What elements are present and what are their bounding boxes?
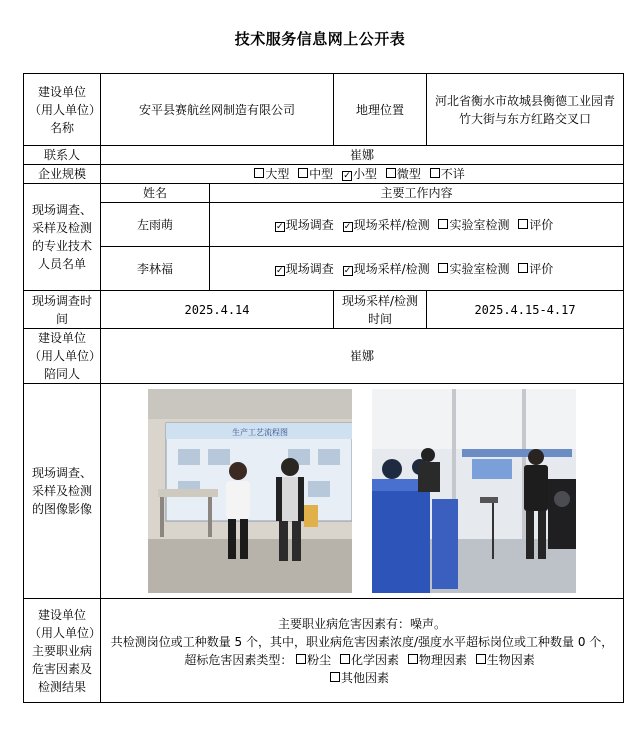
- site-photo-2: [372, 389, 576, 593]
- scale-option: 不详: [430, 165, 465, 183]
- scale-option: 中型: [298, 165, 333, 183]
- checkbox-checked-icon: ✓: [275, 265, 284, 276]
- checkbox-checked-icon: ✓: [343, 171, 351, 181]
- row-times: [24, 291, 624, 329]
- hazard-content: [101, 599, 624, 703]
- location-value: 河北省衡水市故城县衡德工业园青竹大街与东方红路交叉口: [427, 74, 624, 146]
- hazard-line-3: 超标危害因素类型： 粉尘 化学因素 物理因素 生物因素: [184, 652, 535, 667]
- site-photo-1: [148, 389, 352, 593]
- escort-label: 建设单位（用人单位）陪同人: [24, 329, 101, 384]
- checkbox-icon: [430, 168, 440, 178]
- checkbox-icon: [296, 654, 306, 664]
- checkbox-icon: [340, 654, 350, 664]
- staff-name: 李林福: [101, 247, 210, 291]
- staff-tasks: ✓ 现场调查 ✓ 现场采样/检测 实验室检测 评价: [210, 203, 624, 247]
- hazard-line-2: 共检测岗位或工种数量 5 个，其中，职业病危害因素浓度/强度水平超标岗位或工种数量 0 个，: [110, 634, 614, 649]
- hazard-label: 建设单位（用人单位）主要职业病危害因素及检测结果: [24, 599, 101, 703]
- name-header: 姓名: [101, 184, 210, 203]
- checkbox-checked-icon: ✓: [343, 265, 352, 276]
- checkbox-icon: [476, 654, 486, 664]
- location-label: 地理位置: [334, 74, 427, 146]
- row-staff-2: [24, 247, 624, 291]
- survey-time-value: 2025.4.14: [101, 291, 334, 329]
- page-title: 技术服务信息网上公开表: [234, 30, 406, 48]
- staff-name: 左雨萌: [101, 203, 210, 247]
- unit-name: 安平县赛航丝网制造有限公司: [101, 74, 334, 146]
- images-cell: [101, 384, 624, 599]
- row-images: [24, 384, 624, 599]
- checkbox-checked-icon: ✓: [343, 221, 352, 232]
- contact-value: 崔娜: [101, 146, 624, 165]
- board-title: 生产工艺流程图: [232, 428, 289, 437]
- checkbox-icon: [438, 263, 448, 273]
- scale-option: ✓ 小型: [343, 167, 378, 181]
- checkbox-icon: [298, 168, 308, 178]
- images-label: 现场调查、采样及检测的图像影像: [24, 384, 101, 599]
- sampling-time-label: 现场采样/检测时间: [334, 291, 427, 329]
- escort-value: 崔娜: [101, 329, 624, 384]
- scale-label: 企业规模: [24, 165, 101, 184]
- info-table: [23, 73, 624, 703]
- checkbox-icon: [408, 654, 418, 664]
- checkbox-icon: [330, 672, 340, 682]
- checkbox-checked-icon: ✓: [275, 221, 284, 232]
- checkbox-icon: [254, 168, 264, 178]
- row-hazard: [24, 599, 624, 703]
- row-staff-1: [24, 203, 624, 247]
- staff-label: 现场调查、采样及检测的专业技术人员名单: [24, 184, 101, 291]
- unit-label: 建设单位（用人单位）名称: [24, 74, 101, 146]
- checkbox-icon: [518, 219, 528, 229]
- contact-label: 联系人: [24, 146, 101, 165]
- scale-options: [101, 165, 624, 184]
- scale-option: 大型: [254, 165, 289, 183]
- checkbox-icon: [386, 168, 396, 178]
- hazard-line-1: 主要职业病危害因素有：噪声。: [278, 616, 447, 631]
- checkbox-icon: [518, 263, 528, 273]
- work-header: 主要工作内容: [210, 184, 624, 203]
- scale-option: 微型: [386, 165, 421, 183]
- survey-time-label: 现场调查时间: [24, 291, 101, 329]
- sampling-time-value: 2025.4.15-4.17: [427, 291, 624, 329]
- row-staff-header: [24, 184, 624, 203]
- hazard-line-4: 其他因素: [105, 669, 619, 687]
- row-escort: [24, 329, 624, 384]
- row-scale: [24, 165, 624, 184]
- staff-tasks: ✓ 现场调查 ✓ 现场采样/检测 实验室检测 评价: [210, 247, 624, 291]
- row-contact: [24, 146, 624, 165]
- checkbox-icon: [438, 219, 448, 229]
- row-unit: [24, 74, 624, 146]
